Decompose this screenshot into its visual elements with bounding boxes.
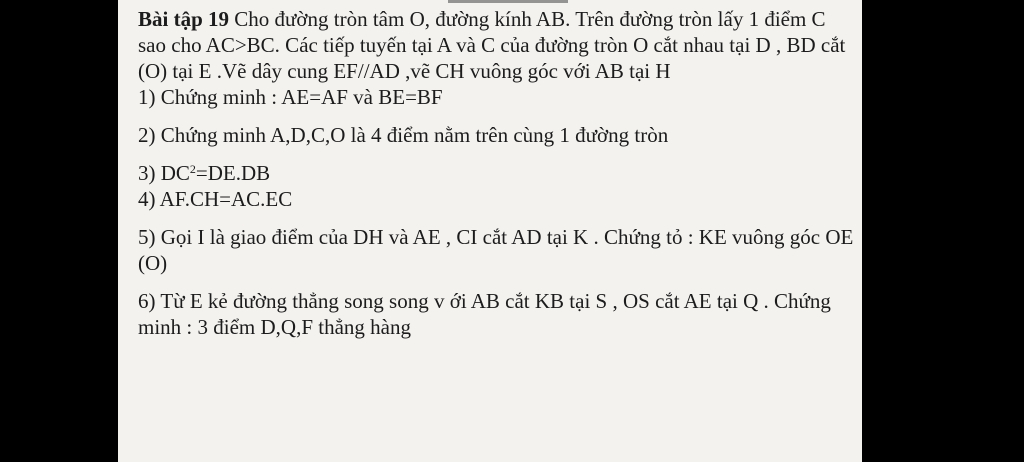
item-2: 2) Chứng minh A,D,C,O là 4 điểm nằm trên cùng 1 đường tròn: [138, 123, 669, 147]
item-1: 1) Chứng minh : AE=AF và BE=BF: [138, 85, 443, 109]
document-page: [118, 0, 862, 462]
item-3: [138, 160, 854, 186]
item-4: 4) AF.CH=AC.EC: [138, 187, 293, 211]
item-3-superscript: 2: [189, 162, 196, 176]
item-6: 6) Từ E kẻ đường thẳng song song v ới AB cắt KB tại S , OS cắt AE tại Q . Chứng minh : 3 điểm D,Q,F thẳng hàng: [138, 289, 831, 339]
problem-statement: [138, 6, 854, 84]
item-3-before: 3) DC: [138, 161, 190, 185]
cropped-text-remnant: [448, 0, 568, 3]
problem-text: [138, 6, 854, 340]
problem-statement-text: Cho đường tròn tâm O, đường kính AB. Trên đường tròn lấy 1 điểm C sao cho AC>BC. Các tiếp tuyến tại A và C của đường tròn O cắt nhau tại D , BD cắt (O) tại E .Vẽ dây cung EF//AD ,vẽ CH vuông góc với AB tại H: [138, 7, 846, 83]
item-3-after: =DE.DB: [195, 161, 271, 185]
item-5: 5) Gọi I là giao điểm của DH và AE , CI cắt AD tại K . Chứng tỏ : KE vuông góc OE (O): [138, 225, 854, 275]
problem-title: Bài tập 19: [138, 7, 230, 31]
